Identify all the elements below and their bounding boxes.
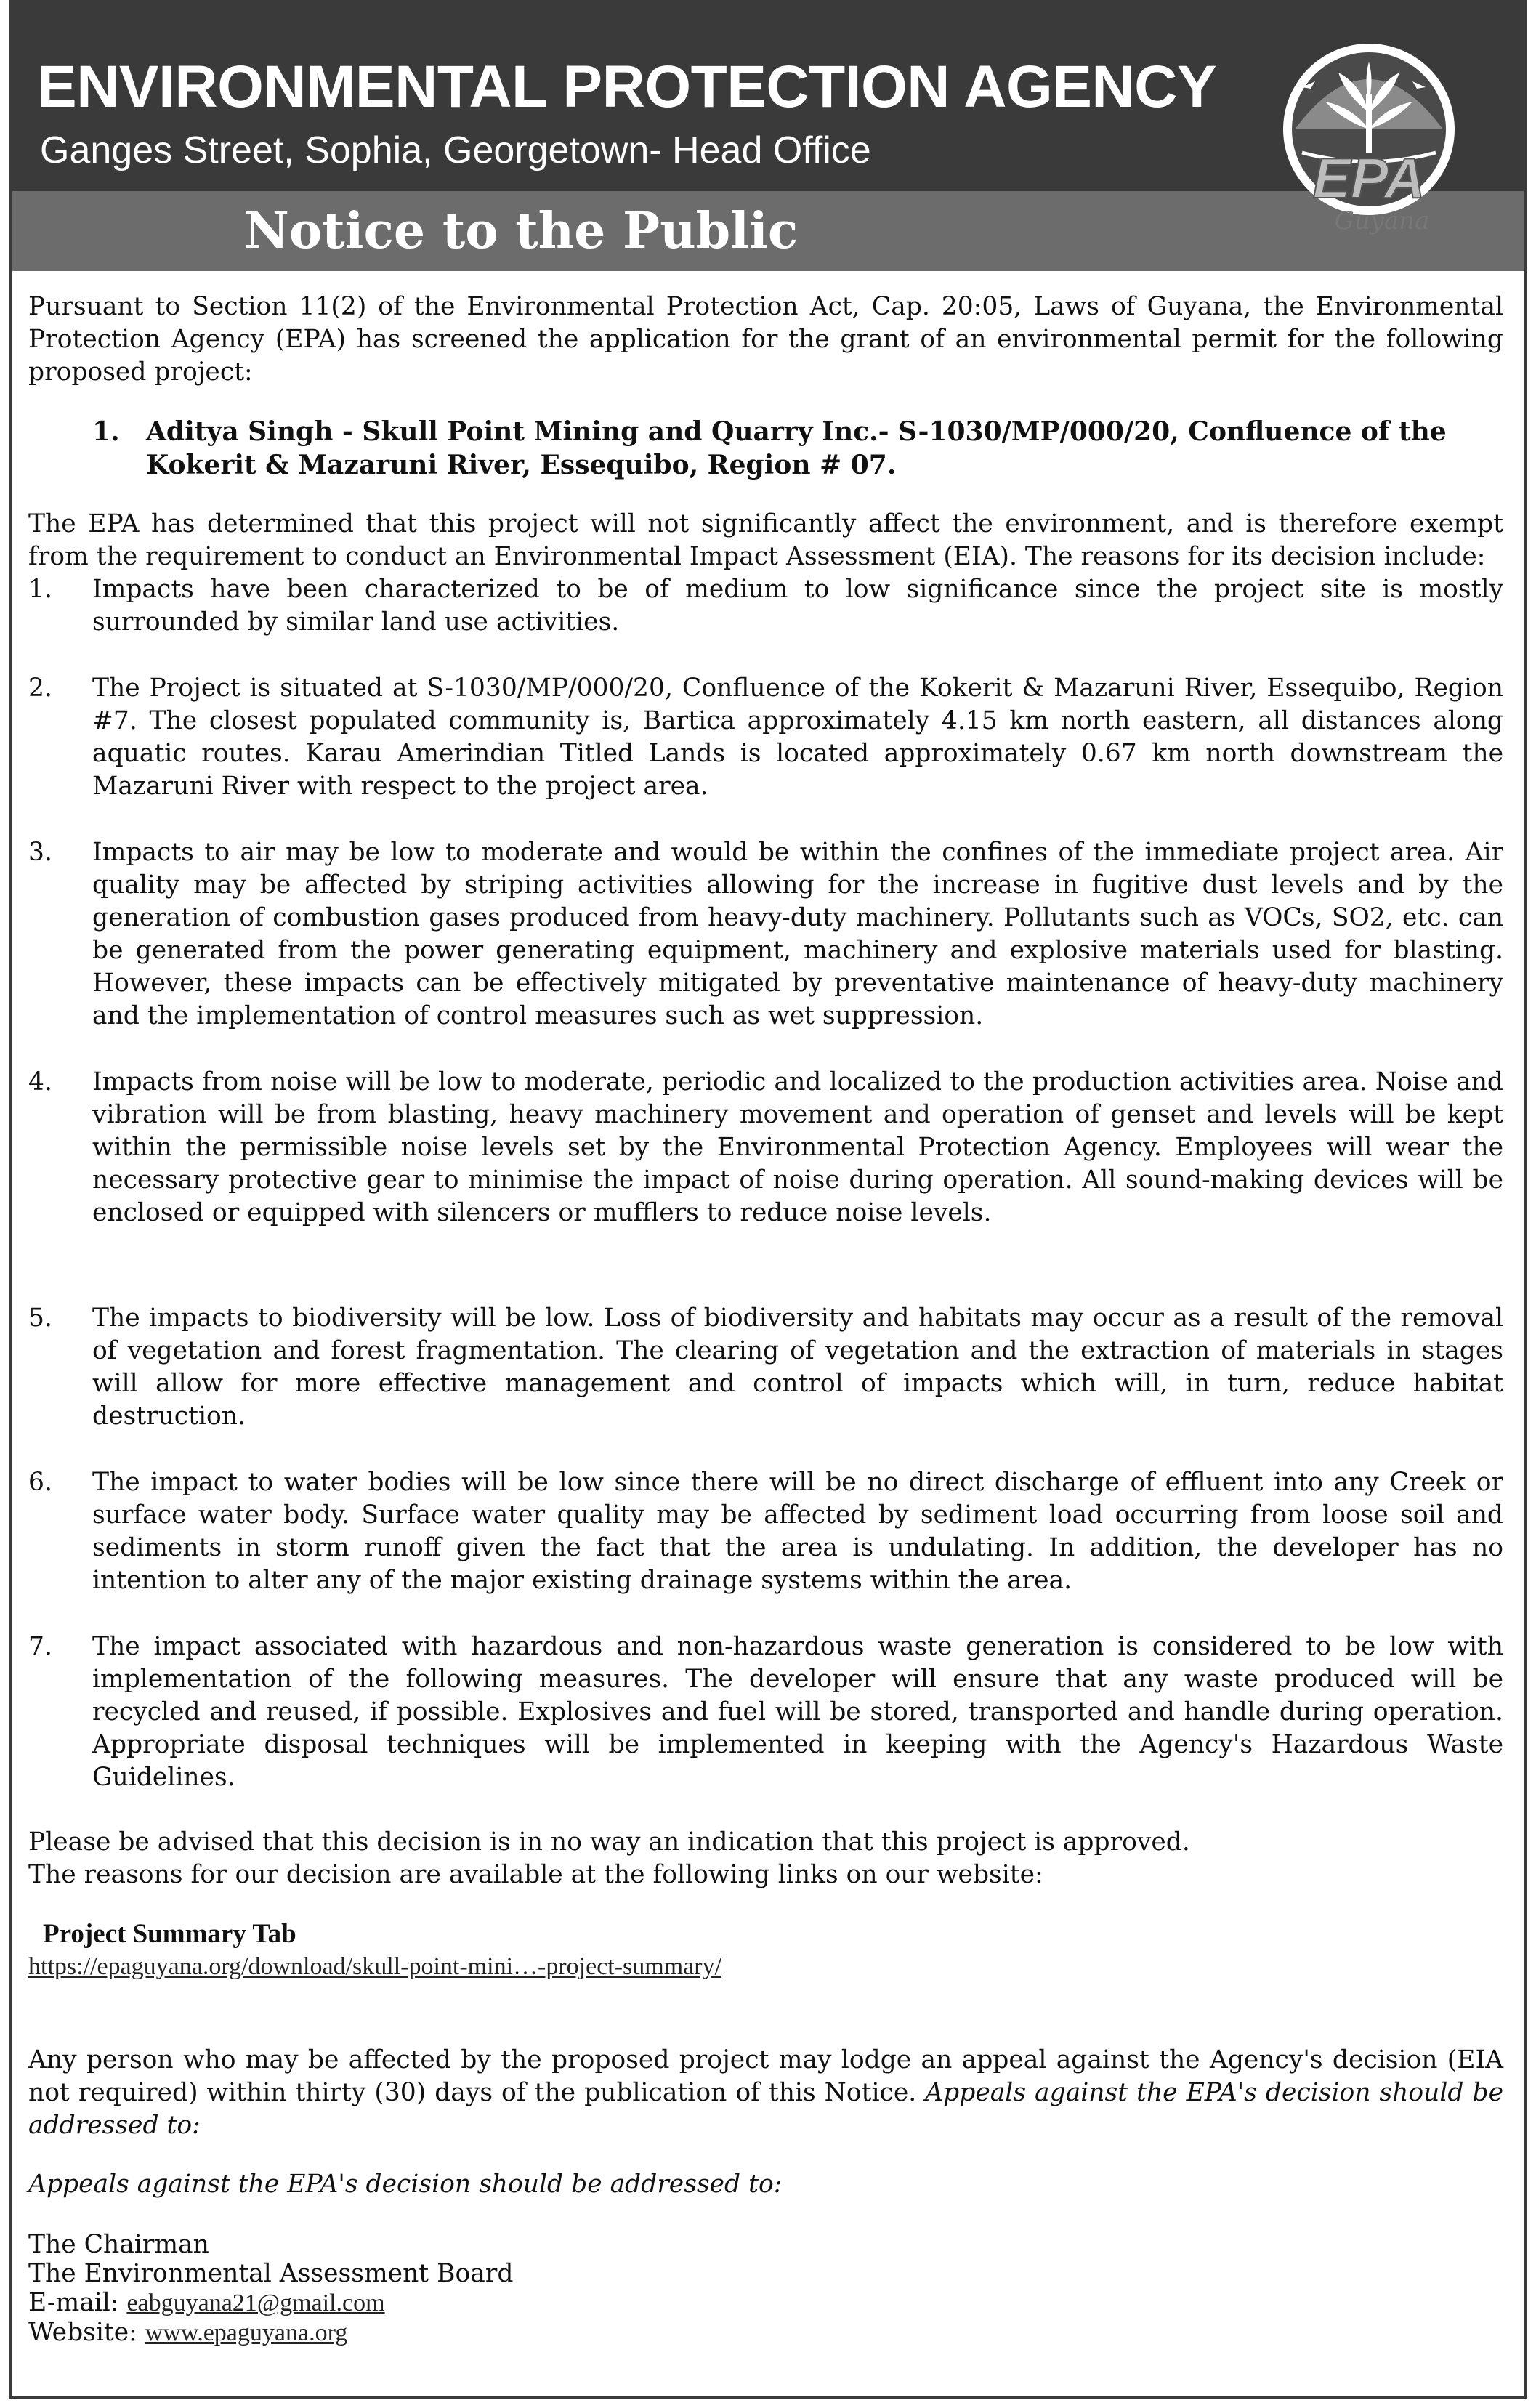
reason-number: 4. [28,1067,52,1096]
contact-board: The Environmental Assessment Board [28,2259,514,2288]
reason-number: 6. [28,1468,52,1497]
appeal-text: Any person who may be affected by the proposed project may lodge an appeal against the Agency's decision (EIA not required) within thirty (30) days of the publication of this Notice. [28,2045,1503,2107]
epa-logo-subtext: Guyana [1334,206,1430,235]
reason-number: 7. [28,1632,52,1661]
advice-line-1: Please be advised that this decision is in no way an indication that this project is approved. [28,1827,1190,1856]
epa-logo-icon [1273,44,1466,247]
agency-address: Ganges Street, Sophia, Georgetown- Head Office [40,129,871,171]
contact-email-row [28,2288,1503,2318]
project-text: Aditya Singh - Skull Point Mining and Quarry Inc.- S-1030/MP/000/20, Confluence of the Kokerit & Mazaruni River, Essequibo, Region # 07. [146,416,1447,480]
reason-item-5 [28,1302,1503,1433]
agency-name: ENVIRONMENTAL PROTECTION AGENCY [37,54,1217,120]
reason-text: Impacts to air may be low to moderate and would be within the confines of the immediate project area. Air quality may be affected by striping activities allowing for the increase in fugitive dust levels and by the generation of combustion gases produced from heavy-duty machinery. Pollutants such as VOCs, SO2, etc. can be generated from the power generating equipment, machinery and explosive materials used for blasting. However, these impacts can be effectively mitigated by preventative maintenance of heavy-duty machinery and the implementation of control measures such as wet suppression. [92,838,1503,1030]
email-label: E-mail: [28,2288,127,2317]
reason-text: The impacts to biodiversity will be low. Loss of biodiversity and habitats may occur as a result of the removal of vegetation and forest fragmentation. The clearing of vegetation and the extraction of materials in stages will allow for more effective management and control of impacts which will, in turn, reduce habitat destruction. [92,1304,1503,1431]
epa-logo-text: EPA [1312,146,1426,210]
appeal-paragraph [28,2044,1503,2142]
reason-item-4 [28,1066,1503,1229]
project-summary-heading: Project Summary Tab [43,1919,296,1949]
contact-website-row [28,2318,1503,2348]
project-summary-link[interactable]: https://epaguyana.org/download/skull-point-mini…-project-summary/ [28,1953,722,1980]
reason-item-7 [28,1631,1503,1794]
appeal-heading: Appeals against the EPA's decision should be addressed to: [28,2170,783,2199]
contact-chairman: The Chairman [28,2230,209,2259]
appeal-italic: Appeals against the EPA's decision should be addressed to: [28,2078,1504,2140]
project-item [28,415,1503,482]
reason-text: Impacts have been characterized to be of medium to low significance since the project site is mostly surrounded by similar land use activities. [92,575,1503,637]
determination-paragraph: The EPA has determined that this project will not significantly affect the environment, and is therefore exempt from the requirement to conduct an Environmental Impact Assessment (EIA). The reasons for its decision include: [28,509,1503,571]
notice-page [9,0,1527,2399]
reason-number: 3. [28,838,52,867]
contact-block [28,2230,1503,2348]
advice-line-2: The reasons for our decision are available at the following links on our website: [28,1860,1043,1889]
reason-text: The Project is situated at S-1030/MP/000/20, Confluence of the Kokerit & Mazaruni River, Essequibo, Region #7. The closest populated community is, Bartica approximately 4.15 km north eastern, all distances along aquatic routes. Karau Amerindian Titled Lands is located approximately 0.67 km north downstream the Mazaruni River with respect to the project area. [92,674,1503,801]
reason-text: The impact associated with hazardous and non-hazardous waste generation is considered to be low with implementation of the following measures. The developer will ensure that any waste produced will be recycled and reused, if possible. Explosives and fuel will be stored, transported and handle during operation. Appropriate disposal techniques will be implemented in keeping with the Agency's Hazardous Waste Guidelines. [92,1632,1503,1792]
email-link[interactable]: eabguyana21@gmail.com [126,2290,385,2316]
reason-text: The impact to water bodies will be low since there will be no direct discharge of effluent into any Creek or surface water body. Surface water quality may be affected by sediment load occurring from loose soil and sediments in storm runoff given the fact that the area is undulating. In addition, the developer has no intention to alter any of the major existing drainage systems within the area. [92,1468,1503,1595]
project-summary-block [28,1918,1503,1983]
notice-title: Notice to the Public [243,202,799,260]
website-label: Website: [28,2318,145,2347]
reason-number: 2. [28,674,52,703]
project-number: 1. [92,416,120,447]
reason-text: Impacts from noise will be low to moderate, periodic and localized to the production activities area. Noise and vibration will be from blasting, heavy machinery movement and operation of genset and levels will be kept within the permissible noise levels set by the Environmental Protection Agency. Employees will wear the necessary protective gear to minimise the impact of noise during operation. All sound-making devices will be enclosed or equipped with silencers or mufflers to reduce noise levels. [92,1067,1503,1227]
reason-item-2 [28,672,1503,803]
reason-item-1 [28,573,1503,639]
notice-body [28,291,1503,2348]
reason-item-6 [28,1466,1503,1597]
intro-paragraph: Pursuant to Section 11(2) of the Environmental Protection Act, Cap. 20:05, Laws of Guyana, the Environmental Protection Agency (EPA) has screened the application for the grant of an environmental permit for the following proposed project: [28,292,1503,387]
reason-item-3 [28,836,1503,1033]
reason-number: 5. [28,1304,52,1333]
reason-number: 1. [28,575,52,604]
website-link[interactable]: www.epaguyana.org [145,2319,348,2346]
